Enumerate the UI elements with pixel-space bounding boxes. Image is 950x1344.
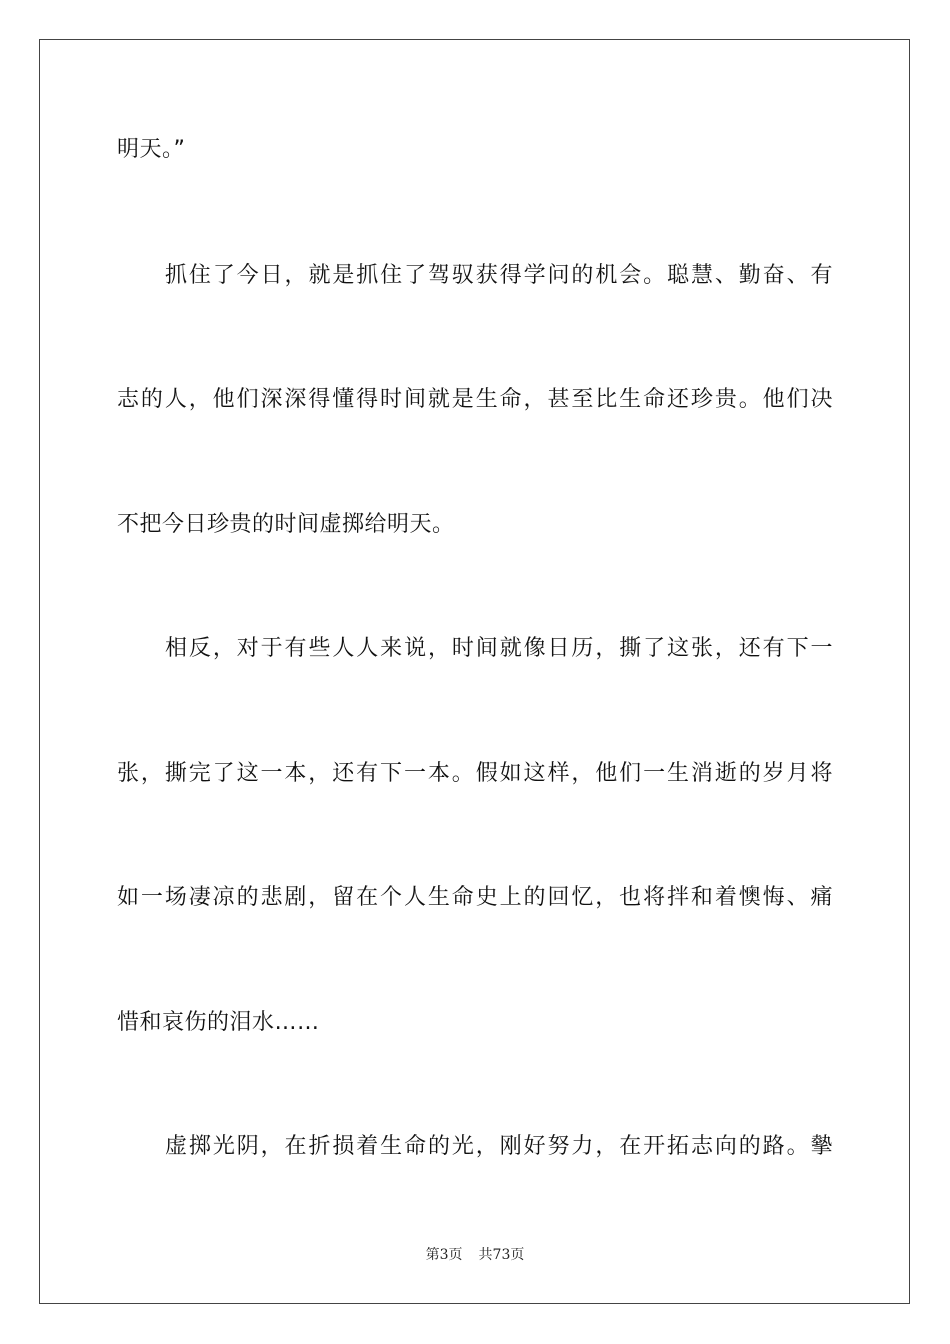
text-line: 志的人，他们深深得懂得时间就是生命，甚至比生命还珍贵。他们决 bbox=[117, 387, 833, 412]
text-line: 不把今日珍贵的时间虚掷给明天。 bbox=[117, 512, 455, 537]
text-line: 明天。” bbox=[117, 137, 186, 162]
text-line: 惜和哀伤的泪水…… bbox=[117, 1010, 320, 1035]
paragraph-first-line: 相反，对于有些人人来说，时间就像日历，撕了这张，还有下一 bbox=[165, 636, 833, 661]
page-footer bbox=[0, 1245, 950, 1265]
paragraph-first-line: 虚掷光阴，在折损着生命的光，刚好努力，在开拓志向的路。摰 bbox=[165, 1134, 833, 1159]
page-total: 共73页 bbox=[478, 1247, 525, 1263]
text-line: 如一场凄凉的悲剧，留在个人生命史上的回忆，也将拌和着懊悔、痛 bbox=[117, 885, 833, 910]
paragraph-first-line: 抓住了今日，就是抓住了驾驭获得学问的机会。聪慧、勤奋、有 bbox=[165, 263, 833, 288]
text-line: 张，撕完了这一本，还有下一本。假如这样，他们一生消逝的岁月将 bbox=[117, 761, 833, 786]
page-number: 第3页 bbox=[425, 1247, 463, 1263]
page-border bbox=[39, 39, 910, 1304]
